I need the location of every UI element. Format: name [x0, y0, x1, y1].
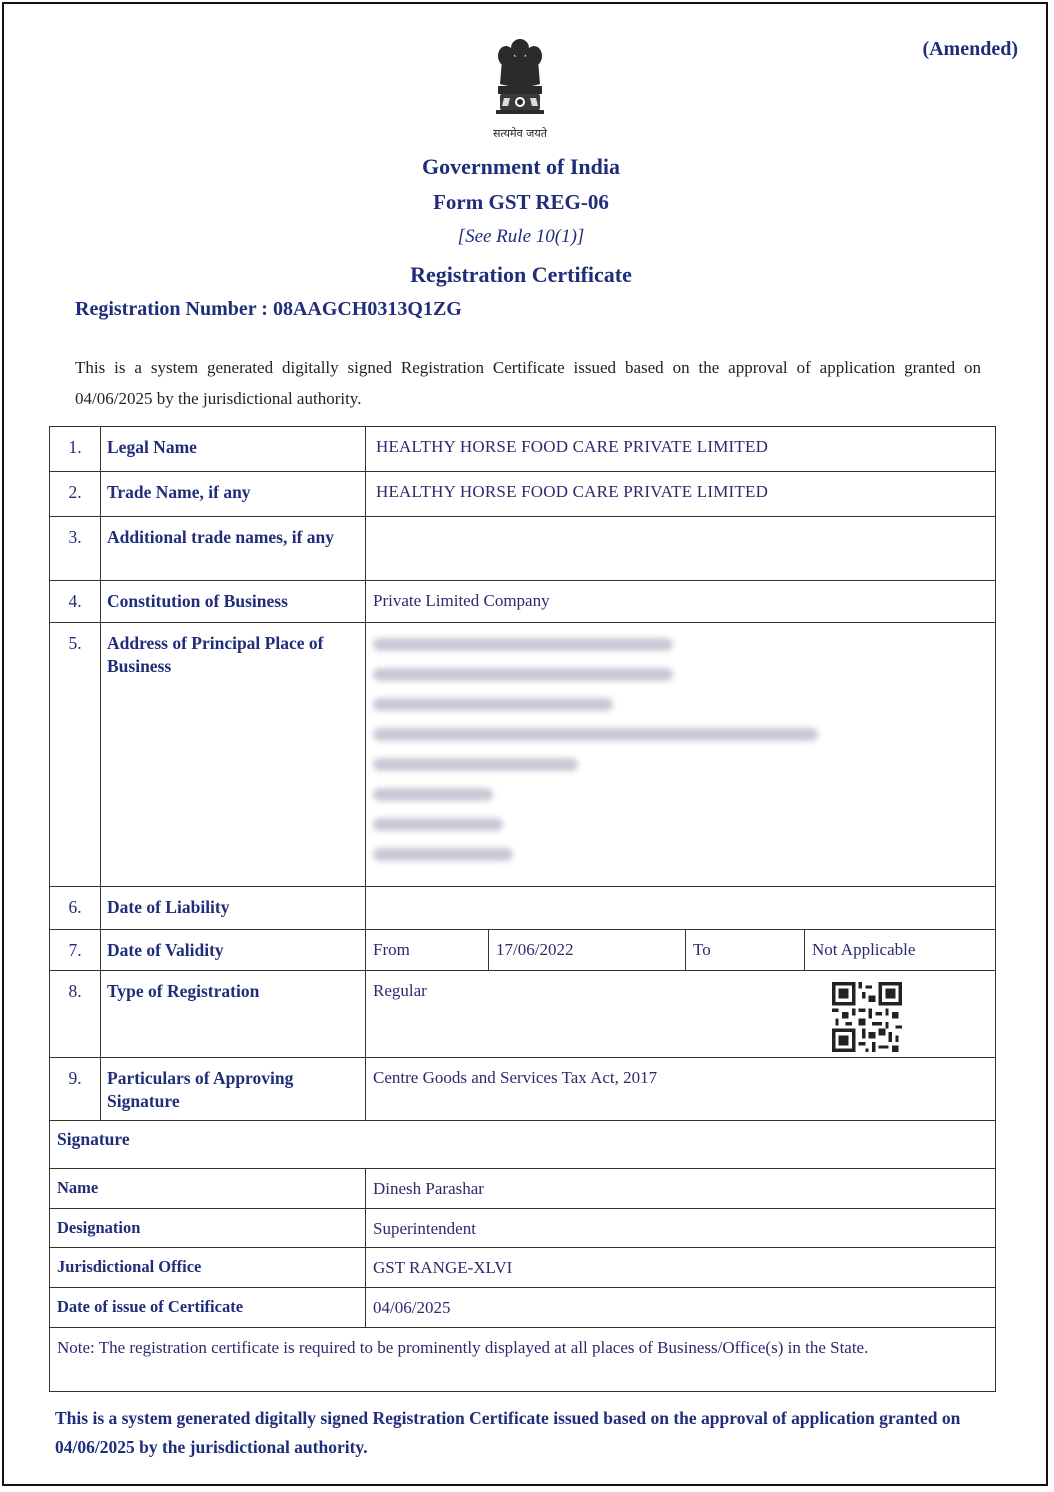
row-label: Constitution of Business [101, 581, 366, 623]
approving-signature-value: Centre Goods and Services Tax Act, 2017 [366, 1058, 996, 1121]
table-row [50, 887, 996, 930]
table-row [50, 1248, 996, 1288]
form-title: Form GST REG-06 [433, 190, 609, 214]
validity-to-value: Not Applicable [805, 930, 996, 971]
row-label: Address of Principal Place of Business [101, 623, 366, 887]
emblem-motto: सत्यमेव जयते [492, 127, 547, 140]
table-row [50, 623, 996, 887]
table-row [50, 427, 996, 472]
validity-from-label: From [366, 930, 489, 971]
intro-paragraph: This is a system generated digitally signed Registration Certificate issued based on the approval of application granted on 04/06/2025 by the jurisdictional authority. [75, 358, 981, 408]
row-number: 7. [50, 930, 101, 971]
table-row [50, 517, 996, 581]
table-row [50, 581, 996, 623]
national-emblem [470, 34, 570, 146]
table-row [50, 930, 996, 971]
designation-value: Superintendent [366, 1209, 996, 1248]
legal-name-value: HEALTHY HORSE FOOD CARE PRIVATE LIMITED [366, 427, 996, 472]
table-row [50, 1288, 996, 1328]
row-label: Date of Validity [101, 930, 366, 971]
row-number: 3. [50, 517, 101, 581]
row-label: Additional trade names, if any [101, 517, 366, 581]
row-label: Legal Name [101, 427, 366, 472]
signer-name-label: Name [50, 1169, 366, 1209]
row-number: 9. [50, 1058, 101, 1121]
additional-trade-names-value [366, 517, 996, 581]
amended-label: (Amended) [922, 38, 1018, 60]
qr-code-icon [832, 982, 902, 1052]
row-number: 4. [50, 581, 101, 623]
row-number: 5. [50, 623, 101, 887]
display-note: Note: The registration certificate is required to be prominently displayed at all places of Business/Office(s) in the State. [50, 1328, 996, 1392]
table-row [50, 1209, 996, 1248]
row-label: Particulars of Approving Signature [101, 1058, 366, 1121]
issue-date-label: Date of issue of Certificate [50, 1288, 366, 1328]
registration-number: Registration Number : 08AAGCH0313Q1ZG [75, 298, 462, 320]
row-label: Type of Registration [101, 971, 366, 1058]
designation-label: Designation [50, 1209, 366, 1248]
trade-name-value: HEALTHY HORSE FOOD CARE PRIVATE LIMITED [366, 472, 996, 517]
issue-date-value: 04/06/2025 [366, 1288, 996, 1328]
rule-reference: [See Rule 10(1)] [457, 226, 585, 247]
row-number: 8. [50, 971, 101, 1058]
certificate-title: Registration Certificate [410, 262, 632, 287]
signature-row [50, 1121, 996, 1169]
address-redacted [366, 623, 996, 887]
jurisdictional-office-value: GST RANGE-XLVI [366, 1248, 996, 1288]
constitution-value: Private Limited Company [366, 581, 996, 623]
row-label: Trade Name, if any [101, 472, 366, 517]
table-row [50, 1169, 996, 1209]
signature-heading: Signature [50, 1121, 996, 1169]
certificate-table [49, 426, 996, 1392]
footer-statement: This is a system generated digitally signed Registration Certificate issued based on the approval of application granted on 04/06/2025 by the jurisdictional authority. [55, 1408, 961, 1457]
row-number: 2. [50, 472, 101, 517]
table-row [50, 472, 996, 517]
row-label: Date of Liability [101, 887, 366, 930]
validity-from-value: 17/06/2022 [489, 930, 686, 971]
row-number: 1. [50, 427, 101, 472]
signer-name-value: Dinesh Parashar [366, 1169, 996, 1209]
government-title: Government of India [422, 154, 620, 179]
table-row [50, 1058, 996, 1121]
jurisdictional-office-label: Jurisdictional Office [50, 1248, 366, 1288]
row-number: 6. [50, 887, 101, 930]
lion-capital-icon [488, 34, 552, 126]
validity-to-label: To [686, 930, 805, 971]
registration-type-value: Regular [366, 971, 996, 1058]
date-of-liability-value [366, 887, 996, 930]
note-row [50, 1328, 996, 1392]
